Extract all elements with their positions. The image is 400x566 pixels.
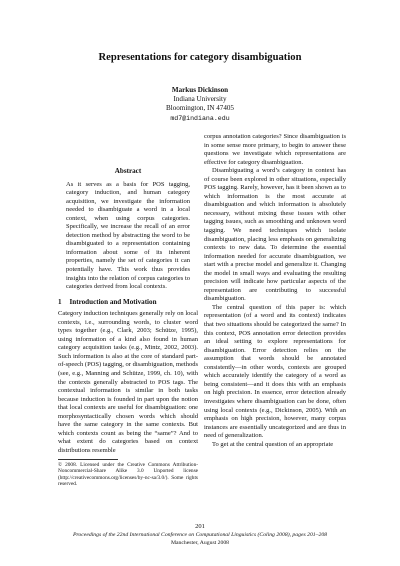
section-heading <box>58 298 198 307</box>
right-paragraph-3: The central question of this paper is: which representation (of a word and its context) indicates that two situations should be categorized the same? In this context, POS annotation error detection provides an ideal setting to explore representations for disambiguation. Error detection relies on the assumption that words should be annotated consistently—in other words, contexts are grouped which accurately identify the category of a word as being consistent—and it does this with an emphasis on high precision. In essence, error detection already investigates where disambiguation can be done, often using local contexts (e.g., Dickinson, 2005). With an emphasis on high precision, however, many corpus instances are essentially uncategorized and are thus in need of generalization. <box>204 303 346 440</box>
conference-location: Manchester, August 2008 <box>170 540 230 546</box>
right-paragraph-1: corpus annotation categories? Since disambiguation is in some sense more primary, to begin to answer these questions we investigate which representations are effective for category disambiguation. <box>204 133 346 166</box>
author-affiliation: Indiana University <box>173 95 227 104</box>
license-footnote: © 2008. Licensed under the Creative Commons Attribution-Noncommercial-Share Alike 3.0 Unported license (http://creativecommons.org/licenses/by-nc-sa/3.0/). Some rights reserved. <box>58 461 198 488</box>
author-block <box>0 86 400 123</box>
section-number: 1 <box>58 297 62 306</box>
author-email: md7@indiana.edu <box>170 114 230 122</box>
author-name: Markus Dickinson <box>171 86 229 94</box>
right-paragraph-2: Disambiguating a word’s category in context has of course been explored in other situations, especially POS tagging. Rarely, however, has it been shown as to which information is the most accurate at disambiguation and which information is absolutely necessary, without mixing these issues with other tagging issues, such as smoothing and unknown word tagging. We need techniques which isolate disambiguation, placing less emphasis on generalizing contexts to new data. To determine the essential information needed for accurate disambiguation, we start with a precise model and generalize it. Changing the model in small ways and evaluating the resulting precision will indicate how particular aspects of the representation are contributing to successful disambiguation. <box>204 167 346 303</box>
right-paragraph-4: To get at the central question of an appropriate <box>212 440 334 448</box>
left-column <box>58 167 198 488</box>
abstract-text: As it serves as a basis for POS tagging, category induction, and human category acquisition, we investigate the information needed to disambiguate a word in a local context, when using corpus categories. Specifically, we increase the recall of an error detection method by abstracting the word to be disambiguated to a representation containing information about some of its inherent properties, namely the set of categories it can potentially have. This work thus provides insights into the relation of corpus categories to categories derived from local contexts. <box>66 180 190 291</box>
abstract <box>58 167 198 292</box>
paper-title: Representations for category disambiguation <box>98 52 302 63</box>
right-column <box>204 133 346 449</box>
abstract-heading: Abstract <box>114 167 142 175</box>
intro-paragraph: Category induction techniques generally rely on local contexts, i.e., surrounding words, to cluster word types together (e.g., Clark, 2003; Schütze, 1995), using information of a kind also found in human category acquisition tasks (e.g., Mintz, 2002, 2003). Such information is also at the core of standard part-of-speech (POS) tagging, or disambiguation, methods (see, e.g., Manning and Schütze, 1999, ch. 10), with the contexts generally abstracted to POS tags. The contextual information is similar in both tasks because induction is founded in part upon the notion that local contexts are useful for disambiguation: one morphosyntactically chosen words which should have the same category in the same contexts. But which contexts count as being the “same”? And to what extent do categories based on context distributions resemble <box>58 310 198 454</box>
section-title: Introduction and Motivation <box>69 297 157 306</box>
page-number: 201 <box>195 523 205 530</box>
footnote-divider <box>58 459 118 460</box>
proceedings-citation: Proceedings of the 22nd International Conference on Computational Linguistics (Coling 2008), pages 201–208 <box>72 532 328 538</box>
author-location: Bloomington, IN 47405 <box>166 104 234 113</box>
